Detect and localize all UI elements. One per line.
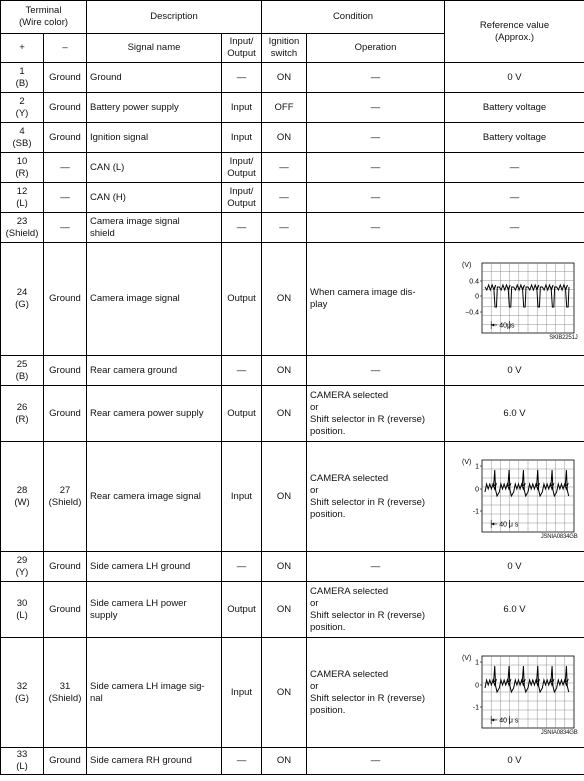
terminal-minus-cell: Ground — [44, 63, 87, 93]
input-output-cell: Input — [222, 638, 262, 748]
operation-cell: — — [307, 93, 445, 123]
input-output-cell: Input — [222, 93, 262, 123]
table-row — [1, 748, 584, 775]
reference-value-cell: — — [445, 213, 584, 243]
operation-cell: CAMERA selected or Shift selector in R (reverse) position. — [307, 386, 445, 442]
oscilloscope-waveform — [452, 650, 578, 737]
waveform-tick-label: -1 — [472, 704, 479, 711]
waveform-tick-label: 0 — [474, 486, 479, 493]
operation-cell: — — [307, 356, 445, 386]
waveform-graph — [452, 454, 578, 534]
input-output-cell: Output — [222, 582, 262, 638]
oscilloscope-waveform — [452, 454, 578, 541]
table-row — [1, 582, 584, 638]
waveform-tick-label: −0.4 — [464, 309, 479, 317]
terminal-plus-cell: 1 (B) — [1, 63, 44, 93]
header-minus: – — [44, 34, 87, 63]
terminal-minus-cell: Ground — [44, 123, 87, 153]
terminal-minus-cell: Ground — [44, 552, 87, 582]
ignition-switch-cell: ON — [262, 748, 307, 775]
table-row — [1, 638, 584, 748]
signal-name-cell: Camera image signal shield — [87, 213, 222, 243]
waveform-graph — [452, 650, 578, 730]
terminal-minus-cell: 31 (Shield) — [44, 638, 87, 748]
signal-name-cell: Ignition signal — [87, 123, 222, 153]
terminal-plus-cell: 32 (G) — [1, 638, 44, 748]
signal-name-cell: Rear camera image signal — [87, 442, 222, 552]
reference-value-cell: 6.0 V — [445, 386, 584, 442]
table-row — [1, 213, 584, 243]
ignition-switch-cell: ON — [262, 243, 307, 356]
signal-name-cell: Side camera LH image sig- nal — [87, 638, 222, 748]
figure-code: JSNIA0834GB — [540, 533, 578, 540]
operation-cell: CAMERA selected or Shift selector in R (reverse) position. — [307, 582, 445, 638]
signal-name-cell: Side camera RH ground — [87, 748, 222, 775]
waveform-tick-label: -1 — [472, 508, 479, 515]
waveform-tick-label: 1 — [474, 659, 479, 666]
terminal-minus-cell: Ground — [44, 386, 87, 442]
signal-name-cell: Ground — [87, 63, 222, 93]
signal-name-cell: Side camera LH power supply — [87, 582, 222, 638]
operation-cell: CAMERA selected or Shift selector in R (reverse) position. — [307, 638, 445, 748]
input-output-cell: Input/ Output — [222, 183, 262, 213]
operation-cell: — — [307, 748, 445, 775]
terminal-minus-cell: 27 (Shield) — [44, 442, 87, 552]
input-output-cell: — — [222, 63, 262, 93]
terminal-plus-cell: 30 (L) — [1, 582, 44, 638]
terminal-minus-cell: Ground — [44, 243, 87, 356]
terminal-plus-cell: 4 (SB) — [1, 123, 44, 153]
ignition-switch-cell: ON — [262, 63, 307, 93]
table-body — [1, 63, 584, 775]
signal-name-cell: CAN (H) — [87, 183, 222, 213]
operation-cell: — — [307, 183, 445, 213]
reference-value-cell: Battery voltage — [445, 123, 584, 153]
terminal-minus-cell: — — [44, 213, 87, 243]
waveform-tick-label: 0 — [474, 682, 479, 689]
waveform-period-label: 40 μ s — [498, 521, 518, 528]
ignition-switch-cell: — — [262, 183, 307, 213]
terminal-plus-cell: 25 (B) — [1, 356, 44, 386]
terminal-minus-cell: Ground — [44, 582, 87, 638]
waveform-tick-label: 0 — [474, 293, 479, 301]
ignition-switch-cell: ON — [262, 552, 307, 582]
input-output-cell: — — [222, 213, 262, 243]
waveform-unit-label: (V) — [461, 262, 471, 269]
terminal-plus-cell: 29 (Y) — [1, 552, 44, 582]
reference-value-cell: 0 V — [445, 63, 584, 93]
header-terminal: Terminal (Wire color) — [1, 1, 87, 34]
header-description: Description — [87, 1, 262, 34]
reference-value-cell: 0 V — [445, 356, 584, 386]
terminal-plus-cell: 24 (G) — [1, 243, 44, 356]
ignition-switch-cell: ON — [262, 356, 307, 386]
input-output-cell: Output — [222, 386, 262, 442]
terminal-plus-cell: 33 (L) — [1, 748, 44, 775]
table-row — [1, 552, 584, 582]
reference-value-cell: — — [445, 183, 584, 213]
header-condition: Condition — [262, 1, 445, 34]
input-output-cell: Input — [222, 442, 262, 552]
terminal-plus-cell: 12 (L) — [1, 183, 44, 213]
reference-waveform-cell — [445, 243, 584, 356]
signal-name-cell: Camera image signal — [87, 243, 222, 356]
reference-value-cell: — — [445, 153, 584, 183]
figure-code: JSNIA0834GB — [540, 729, 578, 736]
terminal-minus-cell: — — [44, 183, 87, 213]
oscilloscope-waveform — [452, 257, 578, 342]
figure-code: SKIB2251J — [549, 335, 578, 341]
signal-name-cell: Battery power supply — [87, 93, 222, 123]
input-output-cell: — — [222, 748, 262, 775]
reference-value-cell: Battery voltage — [445, 93, 584, 123]
header-reference-value: Reference value (Approx.) — [445, 1, 584, 63]
header-operation: Operation — [307, 34, 445, 63]
operation-cell: — — [307, 213, 445, 243]
signal-name-cell: CAN (L) — [87, 153, 222, 183]
header-signal-name: Signal name — [87, 34, 222, 63]
waveform-unit-label: (V) — [461, 654, 471, 662]
ignition-switch-cell: ON — [262, 442, 307, 552]
reference-value-cell: 6.0 V — [445, 582, 584, 638]
input-output-cell: Output — [222, 243, 262, 356]
signal-name-cell: Rear camera power supply — [87, 386, 222, 442]
waveform-period-label: 40μs — [498, 322, 515, 330]
waveform-tick-label: 1 — [474, 463, 479, 470]
reference-waveform-cell — [445, 442, 584, 552]
terminal-minus-cell: Ground — [44, 748, 87, 775]
operation-cell: — — [307, 552, 445, 582]
operation-cell: — — [307, 153, 445, 183]
waveform-graph — [452, 257, 578, 335]
signal-name-cell: Rear camera ground — [87, 356, 222, 386]
ignition-switch-cell: — — [262, 153, 307, 183]
terminal-plus-cell: 28 (W) — [1, 442, 44, 552]
table-row — [1, 356, 584, 386]
table-row — [1, 386, 584, 442]
reference-waveform-cell — [445, 638, 584, 748]
waveform-period-label: 40 μ s — [498, 717, 518, 724]
terminal-plus-cell: 2 (Y) — [1, 93, 44, 123]
terminal-plus-cell: 26 (R) — [1, 386, 44, 442]
waveform-unit-label: (V) — [461, 458, 471, 466]
reference-value-cell: 0 V — [445, 552, 584, 582]
operation-cell: — — [307, 123, 445, 153]
terminal-minus-cell: — — [44, 153, 87, 183]
header-plus: + — [1, 34, 44, 63]
input-output-cell: — — [222, 552, 262, 582]
waveform-tick-label: 0.4 — [468, 278, 479, 286]
operation-cell: CAMERA selected or Shift selector in R (reverse) position. — [307, 442, 445, 552]
table-row — [1, 123, 584, 153]
terminal-plus-cell: 23 (Shield) — [1, 213, 44, 243]
ignition-switch-cell: ON — [262, 638, 307, 748]
terminal-minus-cell: Ground — [44, 93, 87, 123]
operation-cell: — — [307, 63, 445, 93]
terminal-minus-cell: Ground — [44, 356, 87, 386]
table-row — [1, 93, 584, 123]
input-output-cell: Input — [222, 123, 262, 153]
table-row — [1, 442, 584, 552]
operation-cell: When camera image dis- play — [307, 243, 445, 356]
input-output-cell: Input/ Output — [222, 153, 262, 183]
ignition-switch-cell: ON — [262, 123, 307, 153]
header-ignition-switch: Ignition switch — [262, 34, 307, 63]
terminal-plus-cell: 10 (R) — [1, 153, 44, 183]
header-input-output: Input/ Output — [222, 34, 262, 63]
table-row — [1, 63, 584, 93]
ignition-switch-cell: — — [262, 213, 307, 243]
ignition-switch-cell: ON — [262, 582, 307, 638]
signal-name-cell: Side camera LH ground — [87, 552, 222, 582]
ignition-switch-cell: OFF — [262, 93, 307, 123]
table-row — [1, 183, 584, 213]
ignition-switch-cell: ON — [262, 386, 307, 442]
input-output-cell: — — [222, 356, 262, 386]
table-row — [1, 153, 584, 183]
reference-value-cell: 0 V — [445, 748, 584, 775]
table-row — [1, 243, 584, 356]
